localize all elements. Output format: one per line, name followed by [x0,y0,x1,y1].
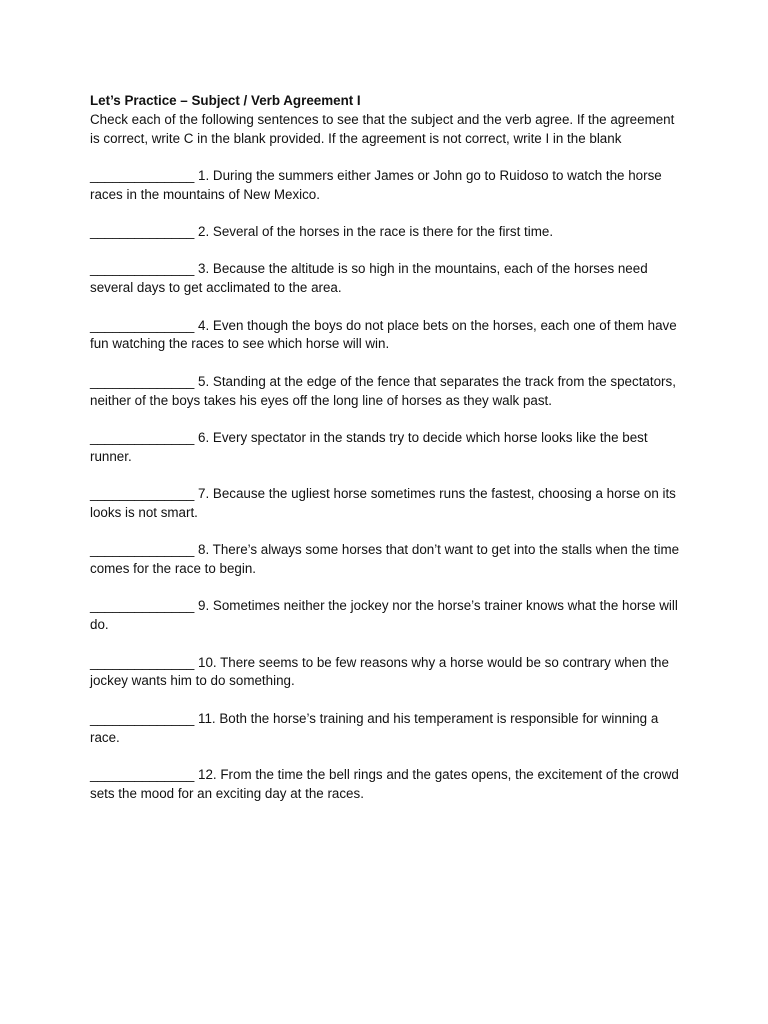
exercise-item [90,766,686,804]
item-number: 7. [198,486,210,502]
exercise-item [90,167,686,205]
item-number: 2. [198,223,210,239]
worksheet-title: Let’s Practice – Subject / Verb Agreement I [90,93,361,108]
item-number: 4. [198,317,210,333]
exercise-item [90,485,686,523]
exercise-item [90,654,686,692]
item-number: 10. [198,654,217,670]
exercise-item [90,260,686,298]
item-number: 11. [198,710,216,726]
item-text: Because the ugliest horse sometimes runs the fastest, choosing a horse on its looks is not smart. [90,486,676,520]
item-text: During the summers either James or John go to Ruidoso to watch the horse races in the mountains of New Mexico. [90,167,662,202]
item-text: Every spectator in the stands try to decide which horse looks like the best runner. [90,429,648,464]
answer-blank: ______________ [90,429,195,445]
item-number: 6. [198,429,210,445]
item-number: 8. [198,542,210,558]
answer-blank: ______________ [90,317,195,333]
answer-blank: ______________ [90,167,195,183]
answer-blank: ______________ [90,542,195,558]
answer-blank: ______________ [90,654,195,670]
item-text: Sometimes neither the jockey nor the horse’s trainer knows what the horse will do. [90,598,678,633]
item-text: From the time the bell rings and the gates opens, the excitement of the crowd sets the mood for an exciting day at the races. [90,767,679,801]
item-number: 9. [198,598,210,614]
item-number: 5. [198,373,210,389]
item-text: Because the altitude is so high in the mountains, each of the horses need several days to get acclimated to the area. [90,261,648,296]
item-number: 12. [198,767,217,783]
exercise-item [90,597,686,635]
answer-blank: ______________ [90,373,195,389]
item-text: There seems to be few reasons why a horse would be so contrary when the jockey wants him to do something. [90,654,669,689]
answer-blank: ______________ [90,767,195,783]
exercise-item [90,541,686,579]
answer-blank: ______________ [90,261,195,277]
exercise-list [90,167,686,804]
worksheet-page [90,92,686,822]
exercise-item [90,223,686,242]
exercise-item [90,317,686,355]
item-text: Both the horse’s training and his temperament is responsible for winning a race. [90,710,659,745]
item-text: Several of the horses in the race is there for the first time. [212,223,554,239]
answer-blank: ______________ [90,598,195,614]
answer-blank: ______________ [90,710,195,726]
exercise-item [90,373,686,411]
answer-blank: ______________ [90,486,195,502]
item-number: 3. [198,261,210,277]
item-text: There’s always some horses that don’t want to get into the stalls when the time comes for the race to begin. [90,542,680,577]
worksheet-instructions: Check each of the following sentences to see that the subject and the verb agree. If the agreement is correct, write C in the blank provided. If the agreement is not correct, write I in the blank [90,111,675,146]
item-number: 1. [198,167,210,183]
item-text: Even though the boys do not place bets on the horses, each one of them have fun watching the races to see which horse will win. [90,317,677,352]
answer-blank: ______________ [90,223,195,239]
exercise-item [90,429,686,467]
exercise-item [90,710,686,748]
item-text: Standing at the edge of the fence that separates the track from the spectators, neither of the boys takes his eyes off the long line of horses as they walk past. [90,373,676,408]
